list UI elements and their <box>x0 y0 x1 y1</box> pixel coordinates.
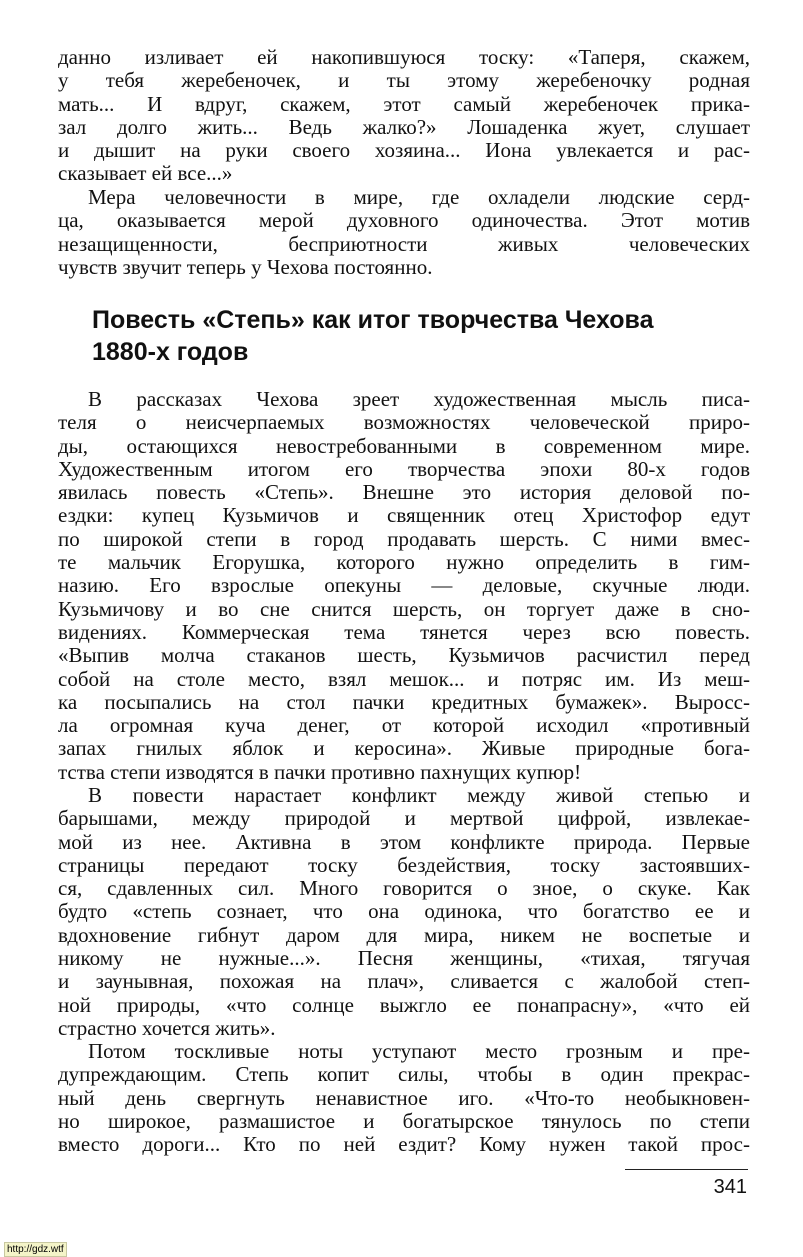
text-line: но широкое, размашистое и богатырское тянулось по степи <box>58 1108 750 1133</box>
text-line: ка посыпались на стол пачки кредитных бумажек». Выросс- <box>58 689 750 714</box>
page-number: 341 <box>713 1176 747 1198</box>
section-heading <box>92 304 742 368</box>
text-line: ца, оказывается мерой духовного одиночества. Этот мотив <box>58 208 750 233</box>
text-line: будто «степь сознает, что она одинока, что богатство ее и <box>58 899 750 924</box>
text-line: Художественным итогом его творчества эпохи 80-х годов <box>58 456 750 481</box>
footer-rule <box>625 1169 748 1170</box>
paragraph-3 <box>58 388 750 784</box>
text-line: ездки: купец Кузьмичов и священник отец Христофор едут <box>58 503 750 528</box>
text-line: тства степи изводятся в пачки противно пахнущих купюр! <box>58 759 582 784</box>
text-line: никому не нужные...». Песня женщины, «тихая, тягучая <box>58 946 750 971</box>
text-line: Мера человечности в мире, где охладели людские серд- <box>88 185 750 209</box>
text-line: видениях. Коммерческая тема тянется через всю повесть. <box>58 619 750 644</box>
text-line: те мальчик Егорушка, которого нужно определить в гим- <box>58 550 750 575</box>
text-line: барышами, между природой и мертвой цифрой, извлекае- <box>58 806 750 831</box>
text-line: ла огромная куча денег, от которой исходил «противный <box>58 713 750 738</box>
text-line: ный день свергнуть ненавистное иго. «Что-то необыкновен- <box>58 1085 750 1110</box>
text-line: чувств звучит теперь у Чехова постоянно. <box>58 254 433 279</box>
text-line: мать... И вдруг, скажем, этот самый жеребеночек прика- <box>58 91 750 116</box>
text-line: страстно хочется жить». <box>58 1015 276 1040</box>
text-line: собой на столе место, взял мешок... и потряс им. Из меш- <box>58 666 750 691</box>
paragraph-4 <box>58 784 750 1040</box>
text-line: ды, остающихся невостребованными в современном мире. <box>58 433 750 458</box>
text-line: «Выпив молча стаканов шесть, Кузьмичов расчистил перед <box>58 643 750 668</box>
text-line: и дышит на руки своего хозяина... Иона увлекается и рас- <box>58 138 750 163</box>
text-line: запах гнилых яблок и керосина». Живые природные бога- <box>58 736 750 761</box>
text-line: страницы передают тоску бездействия, тоску застоявших- <box>58 852 750 877</box>
text-line: Кузьмичову и во сне снится шерсть, он торгует даже в сно- <box>58 596 750 621</box>
text-line: В повести нарастает конфликт между живой степью и <box>88 783 750 807</box>
text-line: и заунывная, похожая на плач», сливается с жалобой степ- <box>58 969 750 994</box>
text-line: данно изливает ей накопившуюся тоску: «Таперя, скажем, <box>58 45 750 69</box>
text-line: сказывает ей все...» <box>58 161 233 186</box>
source-link[interactable]: http://gdz.wtf <box>4 1242 67 1257</box>
text-line: вместо дороги... Кто по ней ездит? Кому нужен такой прос- <box>58 1132 750 1157</box>
heading-line: Повесть «Степь» как итог творчества Чехова <box>92 306 654 334</box>
text-line: ной природы, «что солнце выжгло ее понапрасну», «что ей <box>58 992 750 1017</box>
text-line: мой из нее. Активна в этом конфликте природа. Первые <box>58 829 750 854</box>
text-line: Потом тоскливые ноты уступают место грозным и пре- <box>88 1039 750 1063</box>
text-line: ся, сдавленных сил. Много говорится о зное, о скуке. Как <box>58 876 750 901</box>
text-line: незащищенности, бесприютности живых человеческих <box>58 231 750 256</box>
text-line: теля о неисчерпаемых возможностях человеческой приро- <box>58 410 750 435</box>
text-line: у тебя жеребеночек, и ты этому жеребеночку родная <box>58 68 750 93</box>
heading-line: 1880-х годов <box>92 338 249 366</box>
text-line: явилась повесть «Степь». Внешне это история деловой по- <box>58 480 750 505</box>
text-line: вдохновение гибнут даром для мира, никем не воспетые и <box>58 922 750 947</box>
text-line: назию. Его взрослые опекуны — деловые, скучные люди. <box>58 573 750 598</box>
paragraph-1 <box>58 46 750 186</box>
text-line: В рассказах Чехова зреет художественная мысль писа- <box>88 387 750 411</box>
paragraph-5 <box>58 1040 750 1156</box>
text-line: дупреждающим. Степь копит силы, чтобы в один прекрас- <box>58 1062 750 1087</box>
text-line: зал долго жить... Ведь жалко?» Лошаденка жует, слушает <box>58 114 750 139</box>
text-line: по широкой степи в город продавать шерсть. С ними вмес- <box>58 526 750 551</box>
paragraph-2 <box>58 186 750 279</box>
